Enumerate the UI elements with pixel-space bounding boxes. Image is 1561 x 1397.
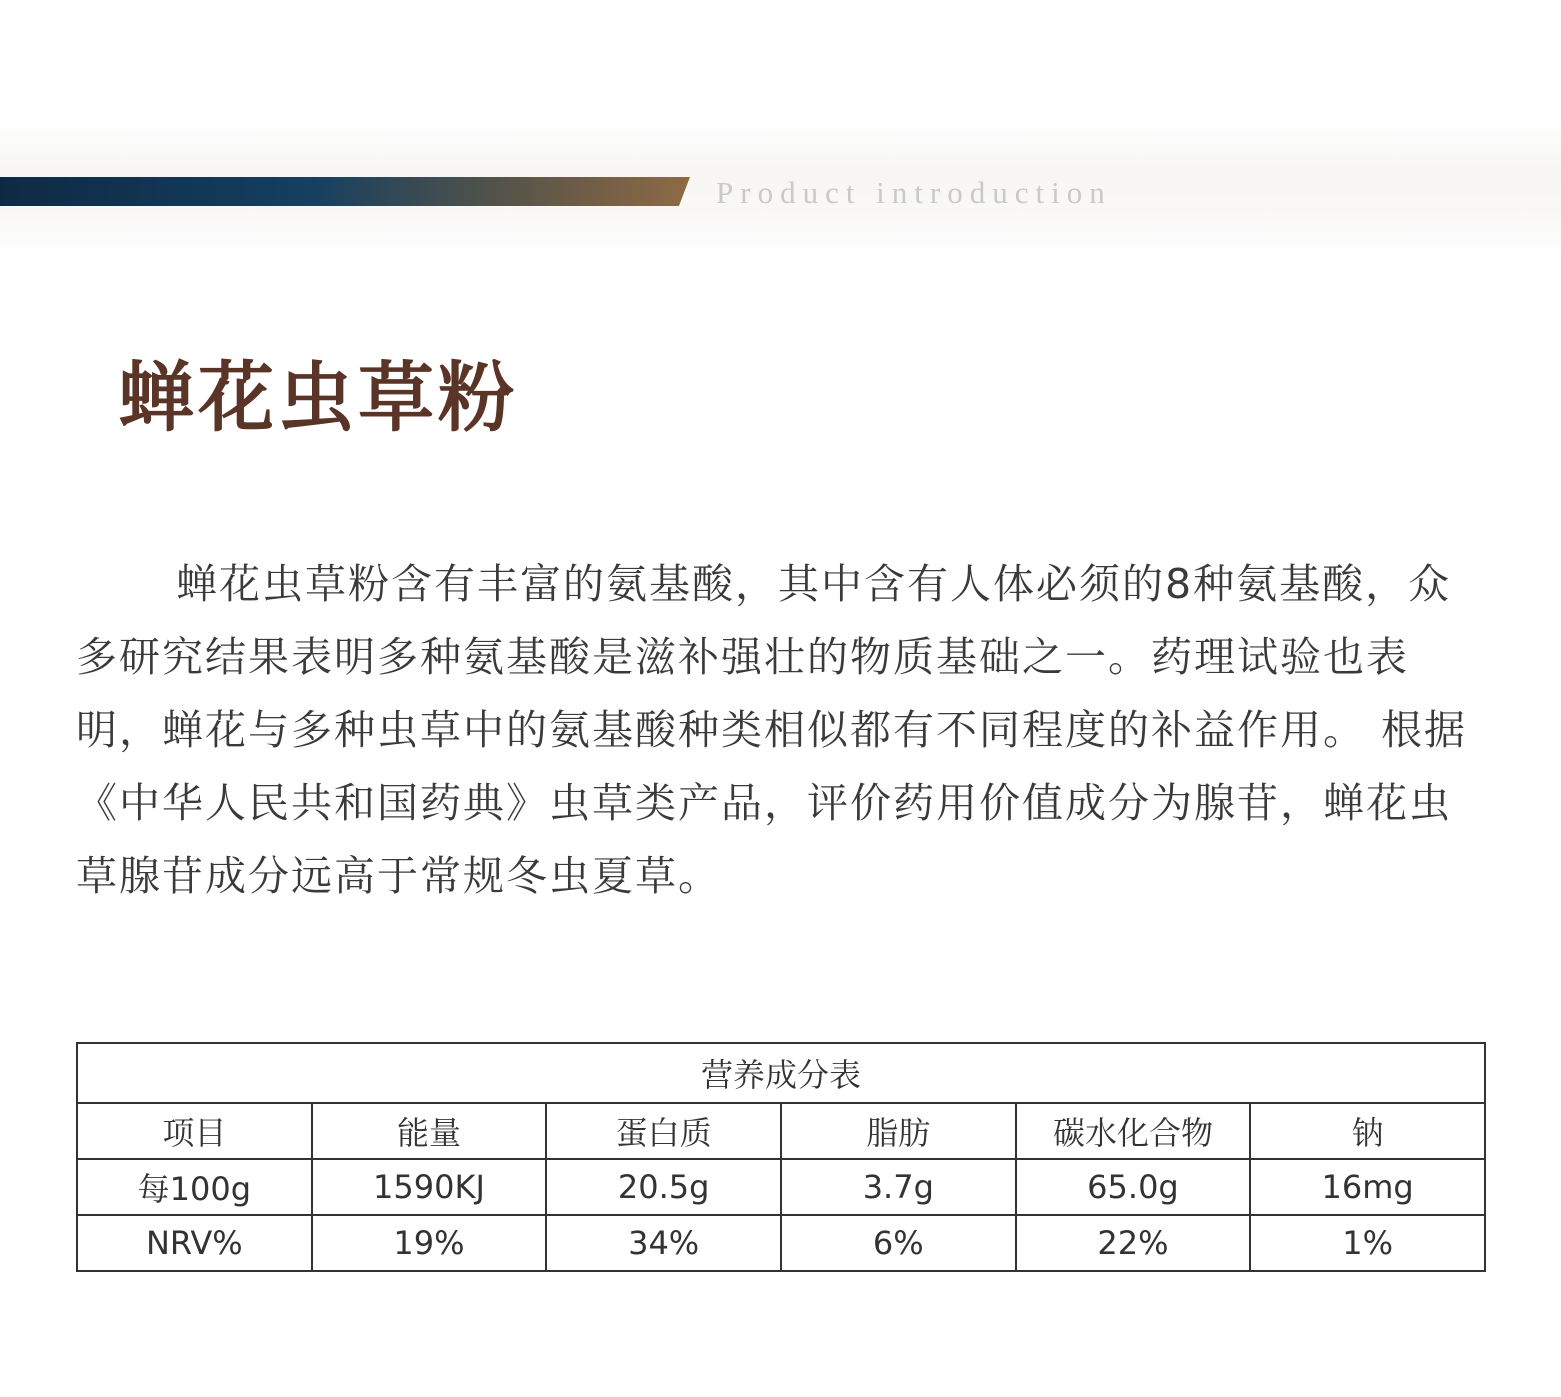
header-cell-carbohydrate: 碳水化合物 (1016, 1103, 1251, 1159)
table-cell: 每100g (77, 1159, 312, 1215)
table-row (77, 1215, 1485, 1271)
table-cell: 20.5g (546, 1159, 781, 1215)
table-cell: 65.0g (1016, 1159, 1251, 1215)
table-cell: 16mg (1250, 1159, 1485, 1215)
header-cell-fat: 脂肪 (781, 1103, 1016, 1159)
section-subtitle: Product introduction (716, 175, 1112, 210)
product-description: 蝉花虫草粉含有丰富的氨基酸，其中含有人体必须的8种氨基酸，众多研究结果表明多种氨基酸是滋补强壮的物质基础之一。药理试验也表明，蝉花与多种虫草中的氨基酸种类相似都有不同程度的补益作用。 根据《中华人民共和国药典》虫草类产品，评价药用价值成分为腺苷，蝉花虫草腺苷成分远高于常规冬虫夏草。 (76, 560, 1468, 900)
table-cell: 1590KJ (312, 1159, 547, 1215)
table-cell: 1% (1250, 1215, 1485, 1271)
table-cell: 34% (546, 1215, 781, 1271)
table-caption-row (77, 1043, 1485, 1103)
table-header-row (77, 1103, 1485, 1159)
header-cell-item: 项目 (77, 1103, 312, 1159)
table-cell: 22% (1016, 1215, 1251, 1271)
table-cell: 19% (312, 1215, 547, 1271)
table-row (77, 1159, 1485, 1215)
table-cell: 3.7g (781, 1159, 1016, 1215)
product-title: 蝉花虫草粉 (118, 353, 518, 442)
table-caption: 营养成分表 (77, 1043, 1485, 1103)
header-gradient-bar (0, 177, 690, 206)
table-cell: NRV% (77, 1215, 312, 1271)
table-cell: 6% (781, 1215, 1016, 1271)
nutrition-table (76, 1042, 1486, 1272)
header-cell-energy: 能量 (312, 1103, 547, 1159)
header-cell-sodium: 钠 (1250, 1103, 1485, 1159)
header-cell-protein: 蛋白质 (546, 1103, 781, 1159)
